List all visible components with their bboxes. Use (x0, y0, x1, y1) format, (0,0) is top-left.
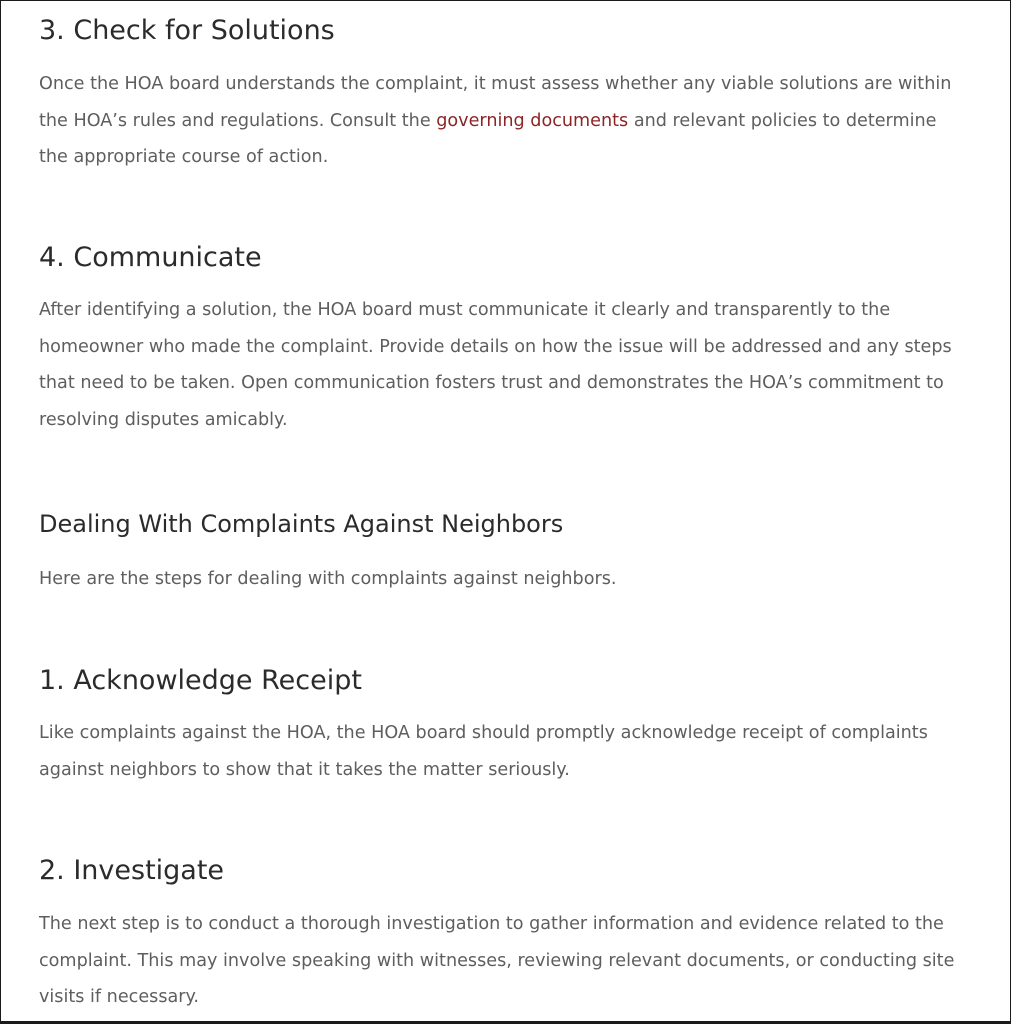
governing-documents-link[interactable]: governing documents (436, 110, 629, 131)
paragraph-line (39, 103, 989, 140)
paragraph-line: complaint. This may involve speaking with witnesses, reviewing relevant documents, or conducting site (39, 950, 955, 971)
heading-investigate: 2. Investigate (39, 855, 225, 886)
paragraph-line: After identifying a solution, the HOA board must communicate it clearly and transparently to the (39, 300, 891, 320)
paragraph-dealing-with-complaints (39, 561, 989, 598)
paragraph-investigate (39, 906, 989, 1016)
paragraph-check-for-solutions (39, 66, 989, 176)
paragraph-line: The next step is to conduct a thorough investigation to gather information and evidence related to the (39, 914, 944, 934)
paragraph-text: and relevant policies to determine (628, 110, 937, 131)
heading-communicate: 4. Communicate (39, 242, 262, 273)
paragraph-line: Here are the steps for dealing with complaints against neighbors. (39, 569, 617, 589)
paragraph-line: Like complaints against the HOA, the HOA board should promptly acknowledge receipt of complaints (39, 723, 928, 743)
heading-acknowledge-receipt: 1. Acknowledge Receipt (39, 665, 362, 696)
paragraph-line: against neighbors to show that it takes the matter seriously. (39, 759, 570, 780)
heading-check-for-solutions: 3. Check for Solutions (39, 15, 335, 46)
paragraph-acknowledge-receipt (39, 715, 989, 788)
paragraph-line: that need to be taken. Open communication fosters trust and demonstrates the HOA’s commitment to (39, 373, 944, 393)
paragraph-line: resolving disputes amicably. (39, 409, 288, 430)
paragraph-line: homeowner who made the complaint. Provide details on how the issue will be addressed and any steps (39, 336, 952, 357)
paragraph-line: Once the HOA board understands the complaint, it must assess whether any viable solutions are within (39, 74, 952, 94)
paragraph-communicate (39, 292, 989, 438)
paragraph-line: the appropriate course of action. (39, 147, 329, 167)
heading-dealing-with-complaints: Dealing With Complaints Against Neighbors (39, 510, 564, 538)
paragraph-text: the HOA’s rules and regulations. Consult the (39, 110, 437, 131)
paragraph-line: visits if necessary. (39, 987, 200, 1007)
